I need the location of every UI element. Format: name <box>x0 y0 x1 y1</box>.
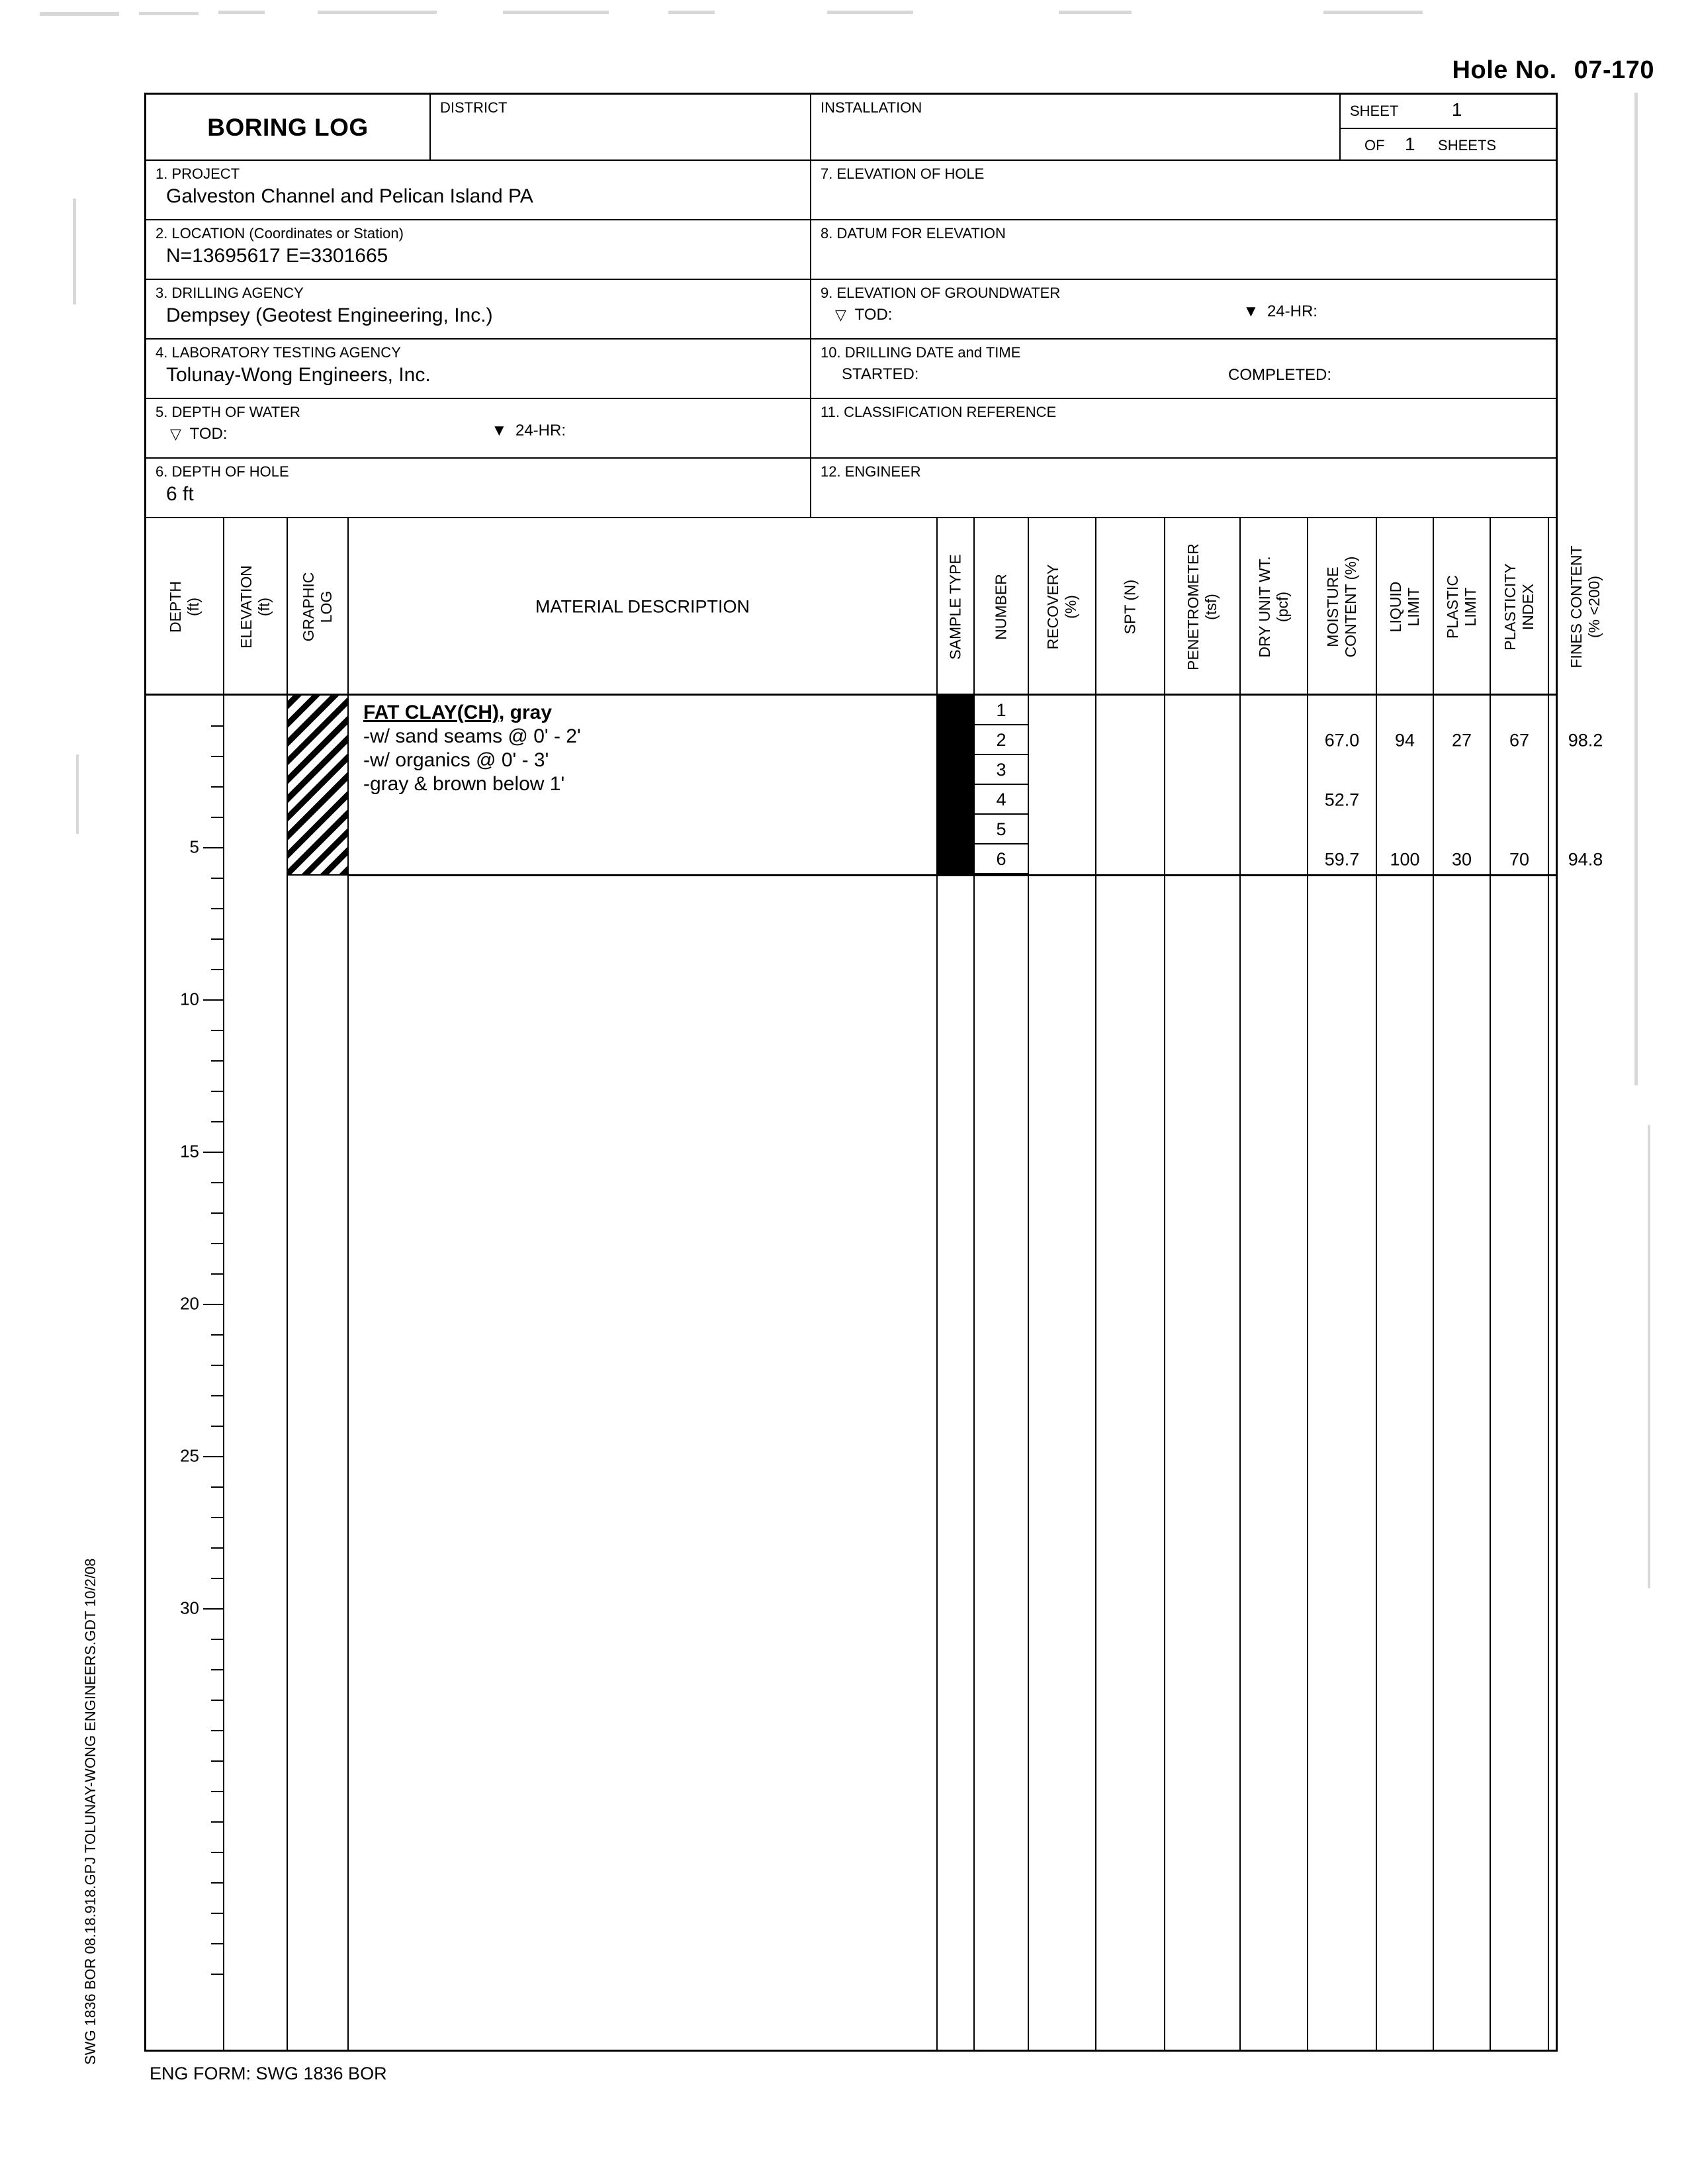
file-reference-sidetext: SWG 1836 BOR 08.18.918.GPJ TOLUNAY-WONG ENGINEERS.GDT 10/2/08 <box>82 1558 99 2065</box>
depth-tick <box>211 1852 223 1853</box>
depth-label-20: 20 <box>180 1293 199 1314</box>
log-column-headers <box>146 518 1603 696</box>
depth-tick-major <box>203 847 223 848</box>
depth-tick <box>211 1791 223 1792</box>
district-label: DISTRICT <box>440 99 508 116</box>
location-label: 2. LOCATION (Coordinates or Station) <box>156 225 404 242</box>
col-label-fines-units: (% <200) <box>1585 576 1603 638</box>
col-label-number: NUMBER <box>992 574 1010 640</box>
depth-tick <box>211 725 223 727</box>
depth-tick <box>211 1547 223 1549</box>
location-cell <box>146 220 811 280</box>
water-24hr <box>492 422 566 440</box>
fat-clay-hatch-pattern <box>288 696 347 876</box>
boring-log-title-cell <box>146 95 431 161</box>
depth-tick <box>211 1517 223 1518</box>
col-label-depth-units: (ft) <box>185 597 202 617</box>
col-header-elevation <box>224 518 288 696</box>
groundwater-tod-label: TOD: <box>854 306 893 324</box>
water-table-icon: ▽ <box>170 426 181 442</box>
scan-edge-mark <box>76 754 79 834</box>
sample-number-cell: 2 <box>975 725 1028 755</box>
col-header-dry-unit-weight <box>1241 518 1308 696</box>
depth-of-hole-cell <box>146 459 811 518</box>
water-tod <box>156 421 802 443</box>
col-label-sample-type: SAMPLE TYPE <box>946 554 964 660</box>
depth-tick <box>211 1121 223 1122</box>
material-note-3: -gray & brown below 1' <box>363 773 565 795</box>
classification-reference-label: 11. CLASSIFICATION REFERENCE <box>821 404 1057 420</box>
classification-reference-cell <box>811 399 1556 459</box>
recovery-column <box>1029 696 1096 2050</box>
boring-bottom-line <box>938 874 1556 876</box>
col-header-graphic-log <box>288 518 349 696</box>
col-header-sample-type <box>938 518 975 696</box>
plasticity-index-value: 70 <box>1509 849 1530 870</box>
sheet-value: 1 <box>1451 99 1462 120</box>
depth-tick <box>211 908 223 909</box>
depth-tick-major <box>203 1608 223 1610</box>
depth-tick <box>211 1365 223 1366</box>
eng-form-footer: ENG FORM: SWG 1836 BOR <box>150 2064 387 2083</box>
drilling-date-label: 10. DRILLING DATE and TIME <box>821 344 1021 361</box>
scan-edge-mark <box>1648 1125 1650 1588</box>
boring-bottom-line <box>349 874 938 876</box>
drilling-agency-cell <box>146 280 811 340</box>
depth-tick <box>211 938 223 940</box>
depth-of-hole-label: 6. DEPTH OF HOLE <box>156 463 289 480</box>
engineer-label: 12. ENGINEER <box>821 463 921 480</box>
scan-edge-mark <box>139 12 199 15</box>
depth-tick-major <box>203 999 223 1001</box>
sample-number-cell: 5 <box>975 815 1028 844</box>
depth-tick <box>211 1760 223 1762</box>
groundwater-tod <box>821 302 1548 324</box>
sample-number-cell: 6 <box>975 844 1028 874</box>
depth-tick-major <box>203 1456 223 1457</box>
water-table-filled-icon: ▼ <box>491 422 508 439</box>
dry-unit-weight-column <box>1241 696 1308 2050</box>
depth-tick <box>211 1730 223 1731</box>
groundwater-24hr <box>1243 302 1317 321</box>
liquid-limit-value: 94 <box>1394 730 1415 751</box>
hole-number-label: Hole No. <box>1452 56 1557 84</box>
depth-tick <box>211 1639 223 1640</box>
plasticity-index-value: 67 <box>1509 730 1530 751</box>
groundwater-24hr-label: 24-HR: <box>1267 302 1317 320</box>
depth-tick <box>211 1486 223 1488</box>
col-label-elevation: ELEVATION <box>238 565 255 649</box>
groundwater-elevation-label: 9. ELEVATION OF GROUNDWATER <box>821 285 1061 301</box>
depth-tick <box>211 756 223 757</box>
plastic-limit-value: 27 <box>1451 730 1472 751</box>
depth-tick <box>211 1212 223 1214</box>
col-label-fines: FINES CONTENT <box>1568 545 1585 668</box>
col-label-spt: SPT (N) <box>1121 579 1139 635</box>
water-table-icon: ▽ <box>835 306 846 323</box>
lab-agency-value[interactable]: Tolunay-Wong Engineers, Inc. <box>166 364 431 386</box>
elevation-of-hole-cell <box>811 161 1556 220</box>
depth-tick <box>211 1060 223 1062</box>
col-header-number <box>975 518 1029 696</box>
plastic-limit-value: 30 <box>1451 849 1472 870</box>
project-value[interactable]: Galveston Channel and Pelican Island PA <box>166 185 533 207</box>
district-cell <box>431 95 811 161</box>
depth-tick <box>211 1426 223 1427</box>
drilling-completed <box>1228 366 1331 385</box>
col-header-spt <box>1096 518 1165 696</box>
depth-label-10: 10 <box>180 989 199 1009</box>
sample-number-cell: 4 <box>975 785 1028 815</box>
moisture-content-column <box>1308 696 1377 2050</box>
material-note-1: -w/ sand seams @ 0' - 2' <box>363 725 581 747</box>
material-note-2: -w/ organics @ 0' - 3' <box>363 749 549 771</box>
lab-agency-label: 4. LABORATORY TESTING AGENCY <box>156 344 401 361</box>
col-label-dry-unit-wt: DRY UNIT WT. <box>1256 556 1273 658</box>
datum-value[interactable] <box>821 242 1548 244</box>
water-table-filled-icon: ▼ <box>1243 302 1259 320</box>
datum-label: 8. DATUM FOR ELEVATION <box>821 225 1006 242</box>
drilling-started <box>821 361 1548 384</box>
scan-edge-mark <box>40 12 119 16</box>
depth-tick <box>211 1273 223 1275</box>
graphic-log-column <box>288 696 349 2050</box>
form-title: BORING LOG <box>207 114 369 141</box>
of-value: 1 <box>1405 134 1415 154</box>
sample-type-column <box>938 696 975 2050</box>
col-header-plastic-limit <box>1434 518 1491 696</box>
col-label-liquid-limit: LIMIT <box>1405 587 1422 627</box>
scan-edge-mark <box>668 11 715 14</box>
elevation-of-hole-value[interactable] <box>821 183 1548 185</box>
installation-value[interactable] <box>821 116 1331 118</box>
project-label: 1. PROJECT <box>156 165 240 182</box>
col-label-plasticity-index: INDEX <box>1519 583 1537 631</box>
sample-number-cell: 1 <box>975 696 1028 725</box>
liquid-limit-column <box>1377 696 1434 2050</box>
col-label-penetrometer-units: (tsf) <box>1202 594 1220 620</box>
scan-edge-mark <box>1059 11 1132 14</box>
depth-tick <box>211 1821 223 1823</box>
col-label-elevation-units: (ft) <box>255 597 273 617</box>
sample-type-bar <box>938 696 973 874</box>
scan-edge-mark <box>1323 11 1423 14</box>
form-header-block <box>146 95 1556 518</box>
sheet-label: SHEET <box>1350 103 1399 119</box>
col-header-moisture-content <box>1308 518 1377 696</box>
boring-log-form <box>144 93 1603 2052</box>
depth-label-5: 5 <box>189 837 199 857</box>
depth-column <box>146 696 224 2050</box>
depth-label-30: 30 <box>180 1598 199 1618</box>
sheets-of-cell <box>1341 129 1556 161</box>
col-label-graphic: GRAPHIC <box>300 572 317 642</box>
datum-cell <box>811 220 1556 280</box>
drilling-agency-label: 3. DRILLING AGENCY <box>156 285 304 301</box>
depth-tick <box>211 1395 223 1396</box>
col-label-depth: DEPTH <box>167 581 184 633</box>
col-header-fines-content <box>1549 518 1622 696</box>
depth-tick <box>211 1669 223 1670</box>
depth-of-water-label: 5. DEPTH OF WATER <box>156 404 300 420</box>
depth-tick <box>211 878 223 879</box>
fines-content-value: 94.8 <box>1568 849 1603 870</box>
depth-tick <box>211 1243 223 1244</box>
lab-agency-cell <box>146 340 811 399</box>
classification-reference-value[interactable] <box>821 421 1548 423</box>
depth-tick <box>211 1334 223 1336</box>
district-value[interactable] <box>440 116 802 118</box>
scan-edge-mark <box>218 11 265 14</box>
depth-tick-major <box>203 1304 223 1305</box>
col-label-moisture-units: CONTENT (%) <box>1342 556 1359 658</box>
scan-edge-mark <box>73 199 76 304</box>
hole-number-value: 07-170 <box>1574 56 1654 84</box>
depth-tick <box>211 1882 223 1884</box>
completed-label: COMPLETED: <box>1228 366 1332 384</box>
scan-edge-mark <box>503 11 609 14</box>
moisture-value: 52.7 <box>1324 790 1360 810</box>
sheets-label: SHEETS <box>1438 137 1497 154</box>
col-label-plasticity: PLASTICITY <box>1501 563 1519 651</box>
location-value[interactable]: N=13695617 E=3301665 <box>166 245 388 267</box>
depth-of-hole-value[interactable]: 6 ft <box>166 483 194 505</box>
started-label: STARTED: <box>842 365 919 383</box>
col-header-plasticity-index <box>1491 518 1549 696</box>
col-label-recovery: RECOVERY <box>1044 564 1061 650</box>
fines-content-column <box>1549 696 1622 2050</box>
fines-content-value: 98.2 <box>1568 730 1603 751</box>
scan-edge-mark <box>318 11 437 14</box>
drilling-date-cell <box>811 340 1556 399</box>
moisture-value: 67.0 <box>1324 730 1360 751</box>
material-description-text <box>363 701 581 796</box>
col-label-recovery-units: (%) <box>1062 595 1079 619</box>
material-name: FAT CLAY(CH) <box>363 702 499 723</box>
col-label-log: LOG <box>318 590 335 623</box>
material-color: , gray <box>499 702 553 723</box>
col-header-depth <box>146 518 224 696</box>
depth-tick <box>211 1943 223 1944</box>
groundwater-elevation-cell <box>811 280 1556 340</box>
project-cell <box>146 161 811 220</box>
col-label-penetrometer: PENETROMETER <box>1184 543 1202 670</box>
col-label-moisture: MOISTURE <box>1324 567 1341 647</box>
hole-number <box>1452 56 1654 85</box>
col-label-plastic-limit: LIMIT <box>1462 587 1479 627</box>
elevation-column <box>224 696 288 2050</box>
spt-column <box>1096 696 1165 2050</box>
depth-tick <box>211 1030 223 1031</box>
scan-edge-mark <box>1634 93 1638 1085</box>
installation-cell <box>811 95 1341 161</box>
depth-label-15: 15 <box>180 1141 199 1161</box>
plasticity-index-column <box>1491 696 1549 2050</box>
engineer-value[interactable] <box>821 480 1548 482</box>
material-header-line <box>363 701 581 725</box>
penetrometer-column <box>1165 696 1241 2050</box>
depth-of-water-cell <box>146 399 811 459</box>
material-description-column <box>349 696 938 2050</box>
sample-number-column <box>975 696 1029 2050</box>
plastic-limit-column <box>1434 696 1491 2050</box>
col-header-recovery <box>1029 518 1096 696</box>
elevation-of-hole-label: 7. ELEVATION OF HOLE <box>821 165 985 182</box>
depth-tick <box>211 1913 223 1914</box>
sample-number-cell: 3 <box>975 755 1028 785</box>
col-header-penetrometer <box>1165 518 1241 696</box>
liquid-limit-value: 100 <box>1390 849 1420 870</box>
col-header-material-description <box>349 518 938 696</box>
engineer-cell <box>811 459 1556 518</box>
depth-label-25: 25 <box>180 1445 199 1466</box>
col-header-liquid-limit <box>1377 518 1434 696</box>
depth-tick <box>211 817 223 818</box>
col-label-material: MATERIAL DESCRIPTION <box>535 596 750 617</box>
sheet-cell <box>1341 95 1556 129</box>
depth-tick <box>211 1091 223 1092</box>
water-tod-label: TOD: <box>189 425 228 443</box>
drilling-agency-value[interactable]: Dempsey (Geotest Engineering, Inc.) <box>166 304 493 326</box>
col-label-plastic: PLASTIC <box>1444 575 1461 639</box>
depth-tick <box>211 786 223 788</box>
depth-tick <box>211 1182 223 1183</box>
depth-tick-major <box>203 1152 223 1153</box>
depth-tick <box>211 1700 223 1701</box>
of-label: OF <box>1364 137 1385 154</box>
depth-tick <box>211 1974 223 1975</box>
log-body <box>146 696 1603 2050</box>
moisture-value: 59.7 <box>1324 849 1360 870</box>
col-label-dry-unit-wt-units: (pcf) <box>1274 592 1291 623</box>
depth-tick <box>211 969 223 970</box>
depth-tick <box>211 1578 223 1579</box>
scan-edge-mark <box>827 11 913 14</box>
installation-label: INSTALLATION <box>821 99 922 116</box>
col-label-liquid: LIQUID <box>1387 581 1404 633</box>
water-24hr-label: 24-HR: <box>515 422 566 439</box>
